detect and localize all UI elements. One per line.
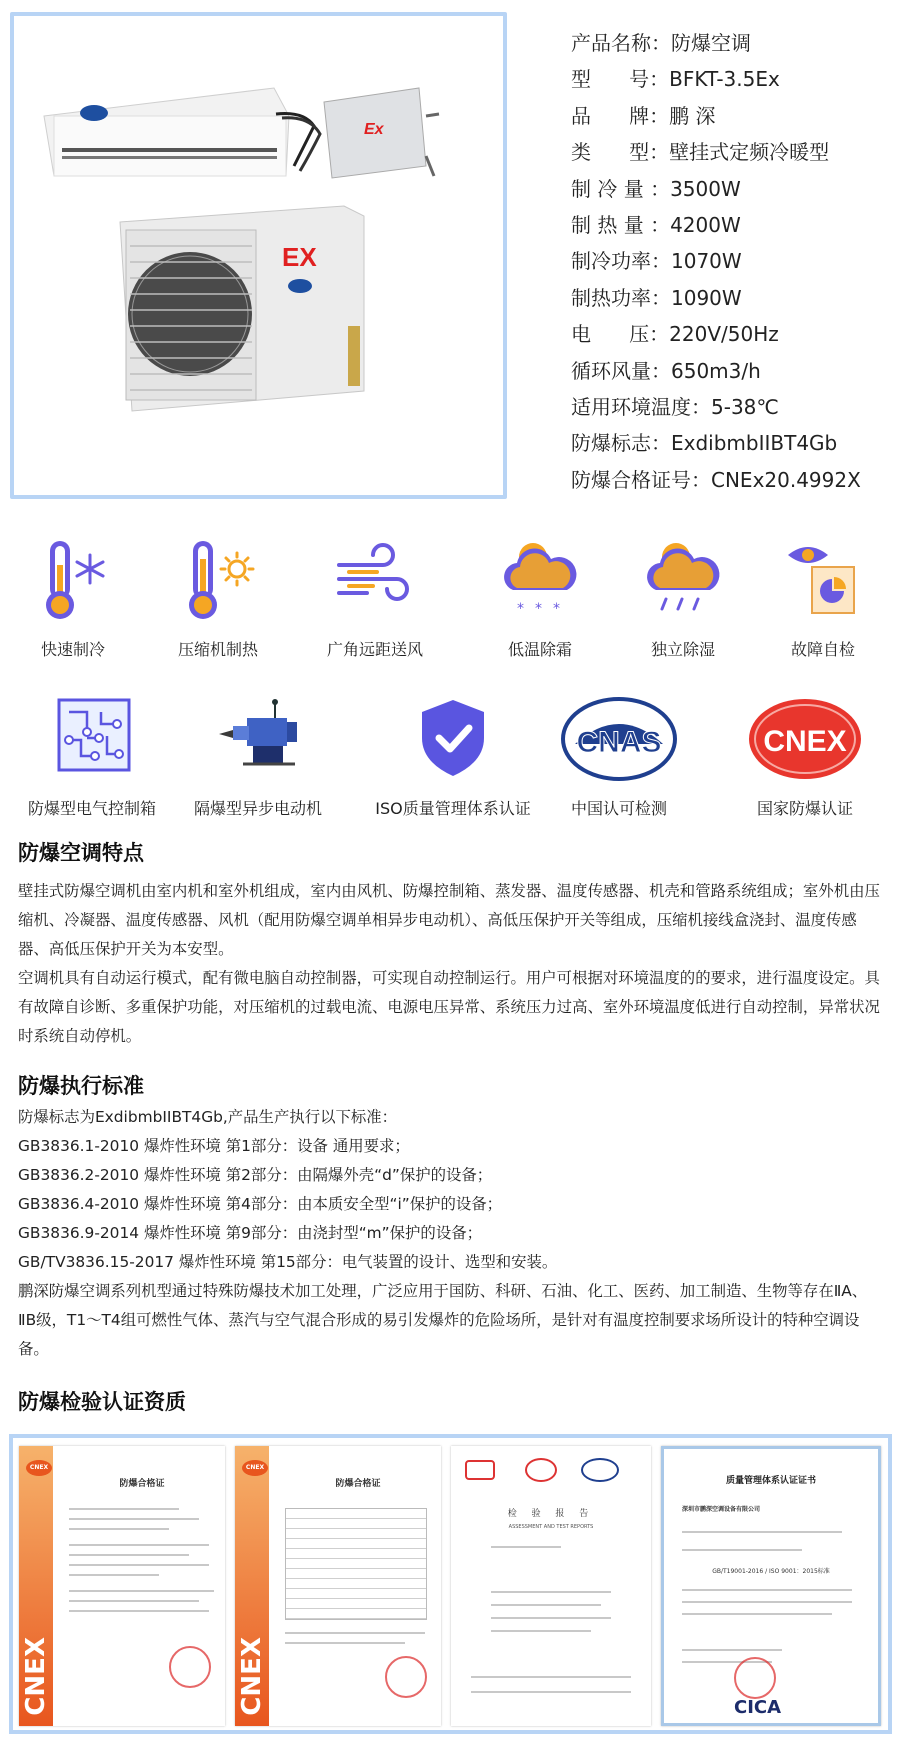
spec-value: CNEx20.4992X [711,467,861,492]
spec-label: 制热功率： [571,285,671,310]
paragraph: 空调机具有自动运行模式，配有微电脑自动控制器，可实现自动控制运行。用户可根据对环境温度的的要求，进行温度设定。具有故障自诊断、多重保护功能，对压缩机的过载电流、电源电压异常、系统压力过高、室外环境温度低进行自动控制，异常状况时系统自动停机。 [18,969,880,1045]
feature-defrost [495,535,585,660]
feature-label: 中国认可检测 [570,799,667,818]
spec-row [571,243,891,279]
standard-line: GB3836.2-2010 爆炸性环境 第2部分：由隔爆外壳“d”保护的设备； [18,1166,493,1184]
spec-value: ExdibmbIIBT4Gb [671,431,838,456]
ex-label-indoor: Ex [364,121,384,138]
cnex-logo-text: CNEX [763,725,847,758]
indoor-unit [44,88,320,176]
paragraph: 壁挂式防爆空调机由室内机和室外机组成，室内由风机、防爆控制箱、蒸发器、温度传感器、机壳和管路系统组成；室外机由压缩机、冷凝器、温度传感器、风机（配用防爆空调单相异步电动机）、高低压保护开关等组成，压缩机接线盒浇封、温度传感器、高低压保护开关为本安型。 [18,882,880,958]
spec-label: 品 牌： [571,103,670,128]
feature-wide-airflow [327,535,424,660]
spec-row [571,353,891,389]
cnex-badge-icon: CNEX [242,1460,268,1476]
spec-value: 650m3/h [671,358,761,383]
standard-line: GB3836.9-2014 爆炸性环境 第9部分：由浇封型“m”保护的设备； [18,1224,482,1242]
certificate-quality-management [661,1446,881,1726]
eye-chart-icon [778,535,868,625]
report-header: 检 验 报 告 [507,1509,595,1519]
spec-row [571,207,891,243]
certificates-gallery [9,1434,892,1734]
spec-row [571,171,891,207]
red-seal-icon [734,1657,776,1699]
cert-band-text: CNEX [237,1637,267,1716]
spec-row [571,134,891,170]
spec-value: 5-38℃ [711,394,779,419]
feature-motor [188,694,328,819]
spec-label: 循环风量： [571,358,671,383]
feature-label: 广角远距送风 [327,640,424,659]
cma-logo-icon [465,1460,495,1480]
feature-label: 低温除霜 [507,640,572,659]
feature-compressor-heating [173,535,263,660]
shield-check-icon [408,694,498,784]
cnex-logo-icon [745,694,865,784]
red-seal-icon [169,1646,211,1688]
feature-label: 防爆型电气控制箱 [27,799,156,818]
explosion-proof-box [324,88,439,178]
cloud-snow-icon [495,535,585,625]
feature-label: ISO质量管理体系认证 [375,799,531,818]
spec-label: 防爆标志： [571,431,671,456]
circuit-box-icon [47,694,137,784]
spec-label: 防爆合格证号： [571,467,711,492]
motor-icon [213,694,303,784]
cloud-rain-icon [638,535,728,625]
feature-label: 快速制冷 [40,640,105,659]
spec-row [571,25,891,61]
feature-cnex [740,694,870,819]
cnex-badge-icon: CNEX [26,1460,52,1476]
product-photo [14,16,503,495]
standard-line: GB/TV3836.15-2017 爆炸性环境 第15部分：电气装置的设计、选型和安装。 [18,1253,558,1271]
spec-row [571,280,891,316]
cnas-logo-icon [559,694,679,784]
feature-label: 独立除湿 [650,640,715,659]
qms-title: 质量管理体系认证证书 [725,1476,816,1486]
qms-standard: GB/T19001-2016 / ISO 9001：2015标准 [712,1568,830,1575]
spec-list [571,25,891,498]
feature-control-box [22,694,162,819]
svg-text:*: * [517,601,524,617]
thermometer-snowflake-icon [28,535,118,625]
feature-label: 隔爆型异步电动机 [193,799,322,818]
cert-title: 防爆合格证 [119,1479,165,1489]
spec-value: BFKT-3.5Ex [669,67,780,92]
spec-label: 制 热 量 ： [571,212,671,237]
spec-row [571,98,891,134]
spec-label: 类 型： [571,140,670,165]
cnas-badge-icon [581,1458,619,1482]
spec-value: 3500W [670,176,741,201]
cert-band-text: CNEX [21,1637,51,1716]
spec-value: 220V/50Hz [669,322,779,347]
feature-fast-cooling [28,535,118,660]
spec-label: 适用环境温度： [571,394,711,419]
section-features-body [18,877,884,1051]
spec-label: 型 号： [571,67,670,92]
cnas-logo-text: CNAS [576,726,662,759]
certificate-explosion-proof-1 [19,1446,225,1726]
cica-logo: CICA [734,1697,782,1718]
spec-row [571,316,891,352]
standard-line: 防爆标志为ExdibmbIIBT4Gb,产品生产执行以下标准： [18,1108,398,1126]
ex-label-outdoor: EX [282,242,317,272]
spec-row [571,61,891,97]
spec-label: 产品名称： [571,31,671,55]
outdoor-unit [120,206,364,411]
feature-label: 国家防爆认证 [756,799,853,818]
spec-value: 4200W [670,212,741,237]
spec-value: 1090W [671,285,742,310]
spec-value: 1070W [671,249,742,274]
spec-label: 制冷功率： [571,249,671,274]
spec-label: 电 压： [571,322,670,347]
feature-iso [368,694,538,819]
product-photo-frame [10,12,507,499]
section-standards-body [18,1103,884,1364]
red-seal-icon [385,1656,427,1698]
section-title-standards: 防爆执行标准 [18,1074,144,1098]
cert-table [285,1508,427,1620]
certificate-test-report [451,1446,651,1726]
feature-fault-self-check [778,535,868,660]
certificate-explosion-proof-2 [235,1446,441,1726]
standard-line: 鹏深防爆空调系列机型通过特殊防爆技术加工处理，广泛应用于国防、科研、石油、化工、医药、加工制造、生物等存在ⅡA、ⅡB级，T1～T4组可燃性气体、蒸汽与空气混合形成的易引发爆炸的危险场所，是针对有温度控制要求场所设计的特种空调设备。 [18,1282,868,1358]
cert-title: 防爆合格证 [335,1479,381,1489]
svg-text:*: * [553,601,560,617]
feature-dehumidify [638,535,728,660]
spec-value: 鹏 深 [669,103,716,128]
report-subheader: ASSESSMENT AND TEST REPORTS [508,1524,594,1530]
qms-company: 深圳市鹏深空调设备有限公司 [682,1506,761,1513]
thermometer-sun-icon [173,535,263,625]
spec-row [571,389,891,425]
spec-row [571,462,891,498]
spec-row [571,425,891,461]
feature-label: 故障自检 [790,640,855,659]
wind-icon [327,535,417,625]
feature-cnas [554,694,684,819]
spec-value: 壁挂式定频冷暖型 [669,140,830,165]
svg-text:*: * [535,601,542,617]
spec-label: 制 冷 量 ： [571,176,671,201]
ilac-logo-icon [525,1458,557,1482]
section-title-certificates: 防爆检验认证资质 [18,1390,186,1414]
standard-line: GB3836.4-2010 爆炸性环境 第4部分：由本质安全型“i”保护的设备； [18,1195,503,1213]
spec-value: 防爆空调 [671,31,751,55]
section-title-features: 防爆空调特点 [18,841,144,865]
standard-line: GB3836.1-2010 爆炸性环境 第1部分：设备 通用要求； [18,1137,410,1155]
feature-label: 压缩机制热 [177,640,258,659]
